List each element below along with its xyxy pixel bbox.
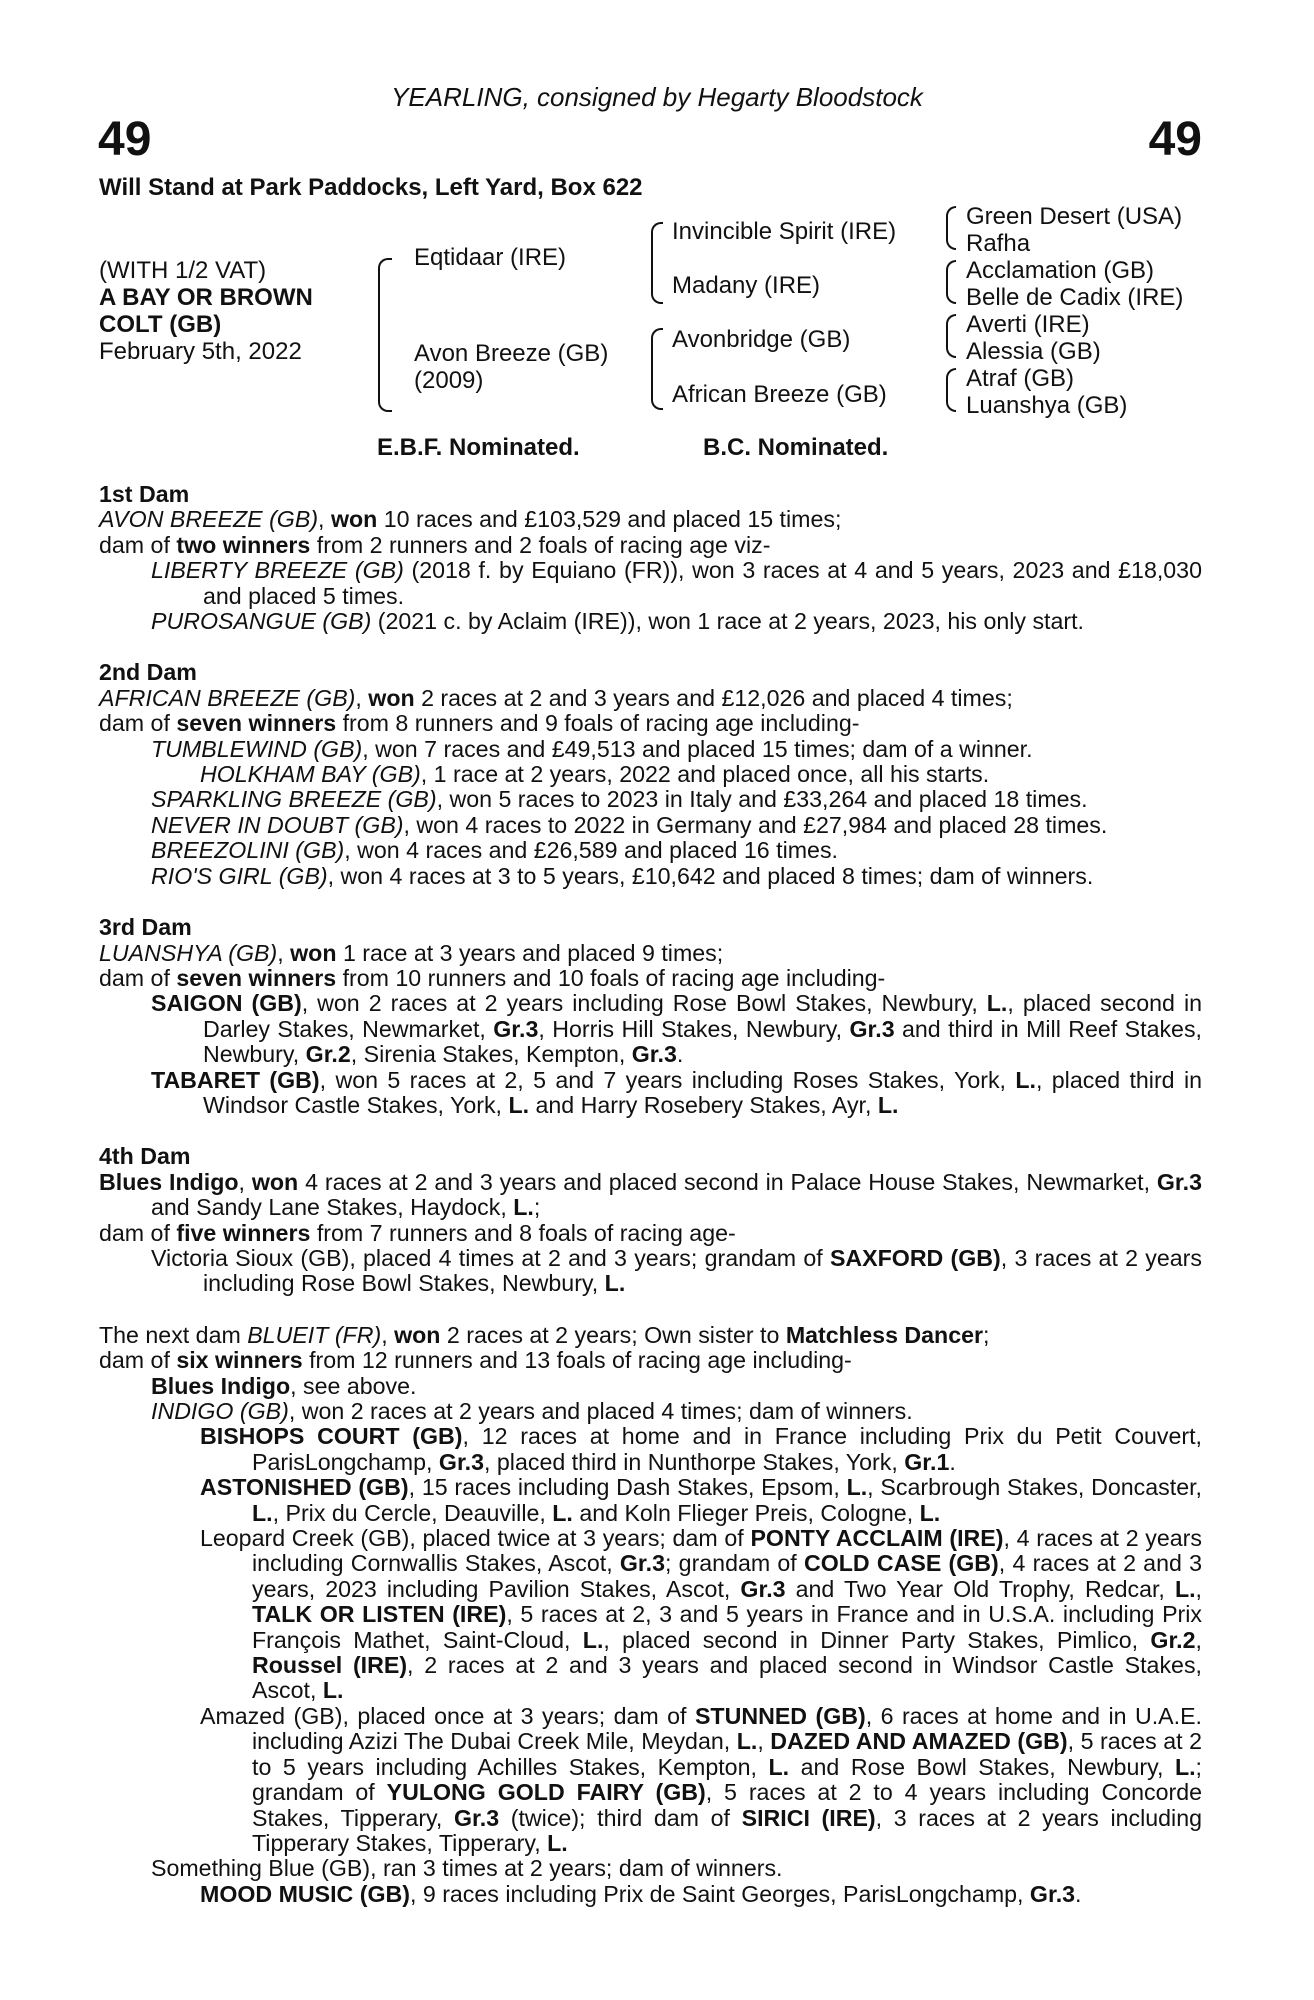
ancestor-dsd: Alessia (GB) xyxy=(966,338,1101,365)
produce-entry: BISHOPS COURT (GB), 12 races at home and in France including Prix du Petit Couvert, ParisLongchamp, Gr.3, placed third in Nunthorpe Stakes, York, Gr.1. xyxy=(200,1423,1202,1475)
ancestor-dds: Atraf (GB) xyxy=(966,365,1075,392)
brace-g3-3 xyxy=(946,314,956,358)
produce-entry: Victoria Sioux (GB), placed 4 times at 2 and 3 years; grandam of SAXFORD (GB), 3 races at 2 years including Rose Bowl Stakes, Newbury, L. xyxy=(151,1244,1202,1297)
ancestor-dss: Averti (IRE) xyxy=(966,311,1090,338)
dam-year: (2009) xyxy=(414,367,484,394)
sire: Eqtidaar (IRE) xyxy=(414,244,567,271)
sire-of-dam: Avonbridge (GB) xyxy=(672,326,851,353)
lot-number-left: 49 xyxy=(98,113,152,166)
sire-of-sire: Invincible Spirit (IRE) xyxy=(672,218,897,245)
stabling-location: Will Stand at Park Paddocks, Left Yard, Box 622 xyxy=(99,174,643,201)
brace-sire-line xyxy=(651,222,663,304)
bc-nomination: B.C. Nominated. xyxy=(703,434,889,461)
produce-entry: INDIGO (GB), won 2 races at 2 years and placed 4 times; dam of winners. xyxy=(151,1398,913,1424)
dam-produce-summary: dam of seven winners from 10 runners and 10 foals of racing age including- xyxy=(99,964,886,991)
section-heading: 2nd Dam xyxy=(99,659,197,686)
dam-produce-summary: dam of six winners from 12 runners and 13 foals of racing age including- xyxy=(99,1347,852,1374)
second-dam-section xyxy=(99,660,1202,889)
horse-description-1: A BAY OR BROWN xyxy=(99,284,313,311)
dam-produce-summary: dam of seven winners from 8 runners and 9 foals of racing age including- xyxy=(99,710,860,737)
dam: Avon Breeze (GB) xyxy=(414,340,609,367)
first-dam-section xyxy=(99,482,1202,634)
third-dam-section xyxy=(99,915,1202,1118)
produce-entry: NEVER IN DOUBT (GB), won 4 races to 2022 in Germany and £27,984 and placed 28 times. xyxy=(151,811,1108,838)
produce-entry: Leopard Creek (GB), placed twice at 3 years; dam of PONTY ACCLAIM (IRE), 4 races at 2 years including Cornwallis Stakes, Ascot, Gr.3; grandam of COLD CASE (GB), 4 races at 2 and 3 years, 2023 including Pavilion Stakes, Ascot, Gr.3 and Two Year Old Trophy, Redcar, L., TALK OR LISTEN (IRE), 5 races at 2, 3 and 5 years in France and in U.S.A. including Prix François Mathet, Saint-Cloud, L., placed second in Dinner Party Stakes, Pimlico, Gr.2, Roussel (IRE), 2 races at 2 and 3 years and placed second in Windsor Castle Stakes, Ascot, L. xyxy=(200,1525,1202,1704)
dam-produce-summary: dam of two winners from 2 runners and 2 foals of racing age viz- xyxy=(99,531,771,558)
produce-entry: SPARKLING BREEZE (GB), won 5 races to 2023 in Italy and £33,264 and placed 18 times. xyxy=(151,786,1088,813)
consignor-line: YEARLING, consigned by Hegarty Bloodstock xyxy=(391,82,923,112)
dam-record: The next dam BLUEIT (FR), won 2 races at 2 years; Own sister to Matchless Dancer; xyxy=(99,1321,990,1348)
brace-g3-4 xyxy=(946,368,956,412)
produce-entry: BREEZOLINI (GB), won 4 races and £26,589 and placed 16 times. xyxy=(151,837,838,864)
produce-entry: SAIGON (GB), won 2 races at 2 years including Rose Bowl Stakes, Newbury, L., placed second in Darley Stakes, Newmarket, Gr.3, Horris Hill Stakes, Newbury, Gr.3 and third in Mill Reef Stakes, Newbury, Gr.2, Sirenia Stakes, Kempton, Gr.3. xyxy=(151,990,1202,1068)
dam-record: LUANSHYA (GB), won 1 race at 3 years and placed 9 times; xyxy=(99,939,724,966)
dam-of-dam: African Breeze (GB) xyxy=(672,381,887,408)
produce-entry: ASTONISHED (GB), 15 races including Dash Stakes, Epsom, L., Scarbrough Stakes, Doncaster, L., Prix du Cercle, Deauville, L. and Koln Flieger Preis, Cologne, L. xyxy=(200,1474,1202,1526)
section-heading: 4th Dam xyxy=(99,1143,191,1170)
foaling-date: February 5th, 2022 xyxy=(99,338,302,365)
dam-produce-summary: dam of five winners from 7 runners and 8 foals of racing age- xyxy=(99,1219,736,1246)
ancestor-ddd: Luanshya (GB) xyxy=(966,392,1128,419)
fourth-dam-section xyxy=(99,1144,1202,1296)
produce-record xyxy=(99,482,1202,1907)
produce-entry: MOOD MUSIC (GB), 9 races including Prix de Saint Georges, ParisLongchamp, Gr.3. xyxy=(200,1880,1082,1907)
produce-entry: HOLKHAM BAY (GB), 1 race at 2 years, 2022 and placed once, all his starts. xyxy=(200,761,990,788)
produce-entry: Blues Indigo, see above. xyxy=(151,1372,417,1399)
dam-of-sire: Madany (IRE) xyxy=(672,272,821,299)
horse-description-2: COLT (GB) xyxy=(99,311,222,338)
section-heading: 1st Dam xyxy=(99,481,190,507)
produce-entry: Amazed (GB), placed once at 3 years; dam of STUNNED (GB), 6 races at home and in U.A.E. including Azizi The Dubai Creek Mile, Meydan, L., DAZED AND AMAZED (GB), 5 races at 2 to 5 years including Achilles Stakes, Kempton, L. and Rose Bowl Stakes, Newbury, L.; grandam of YULONG GOLD FAIRY (GB), 5 races at 2 to 4 years including Concorde Stakes, Tipperary, Gr.3 (twice); third dam of SIRICI (IRE), 3 races at 2 years including Tipperary Stakes, Tipperary, L. xyxy=(200,1702,1202,1856)
ancestor-sss: Green Desert (USA) xyxy=(966,203,1183,230)
lot-number-right: 49 xyxy=(1148,113,1202,166)
produce-entry: TABARET (GB), won 5 races at 2, 5 and 7 years including Roses Stakes, York, L., placed third in Windsor Castle Stakes, York, L. and Harry Rosebery Stakes, Ayr, L. xyxy=(151,1066,1202,1118)
brace-g3-1 xyxy=(946,206,956,250)
produce-entry: PUROSANGUE (GB) (2021 c. by Aclaim (IRE)), won 1 race at 2 years, 2023, his only start. xyxy=(151,608,1084,635)
vat-note: (WITH 1/2 VAT) xyxy=(99,257,267,284)
ancestor-sdd: Belle de Cadix (IRE) xyxy=(966,284,1184,311)
produce-entry: Something Blue (GB), ran 3 times at 2 years; dam of winners. xyxy=(151,1855,783,1882)
brace-g3-2 xyxy=(946,260,956,304)
dam-record: Blues Indigo, won 4 races at 2 and 3 years and placed second in Palace House Stakes, Newmarket, Gr.3 and Sandy Lane Stakes, Haydock, L.; xyxy=(99,1168,1202,1221)
brace-dam-line xyxy=(651,328,663,410)
next-dam-section xyxy=(99,1323,1202,1907)
ebf-nomination: E.B.F. Nominated. xyxy=(377,434,580,461)
section-heading: 3rd Dam xyxy=(99,914,192,941)
produce-entry: LIBERTY BREEZE (GB) (2018 f. by Equiano (FR)), won 3 races at 4 and 5 years, 2023 and £18,030 and placed 5 times. xyxy=(151,557,1202,609)
produce-entry: RIO'S GIRL (GB), won 4 races at 3 to 5 years, £10,642 and placed 8 times; dam of winners. xyxy=(151,862,1094,889)
ancestor-ssd: Rafha xyxy=(966,230,1031,257)
brace-gen1 xyxy=(378,258,392,412)
dam-record: AVON BREEZE (GB), won 10 races and £103,529 and placed 15 times; xyxy=(99,506,842,533)
dam-record: AFRICAN BREEZE (GB), won 2 races at 2 and 3 years and £12,026 and placed 4 times; xyxy=(99,684,1013,711)
produce-entry: TUMBLEWIND (GB), won 7 races and £49,513 and placed 15 times; dam of a winner. xyxy=(151,735,1033,762)
ancestor-sds: Acclamation (GB) xyxy=(966,257,1155,284)
